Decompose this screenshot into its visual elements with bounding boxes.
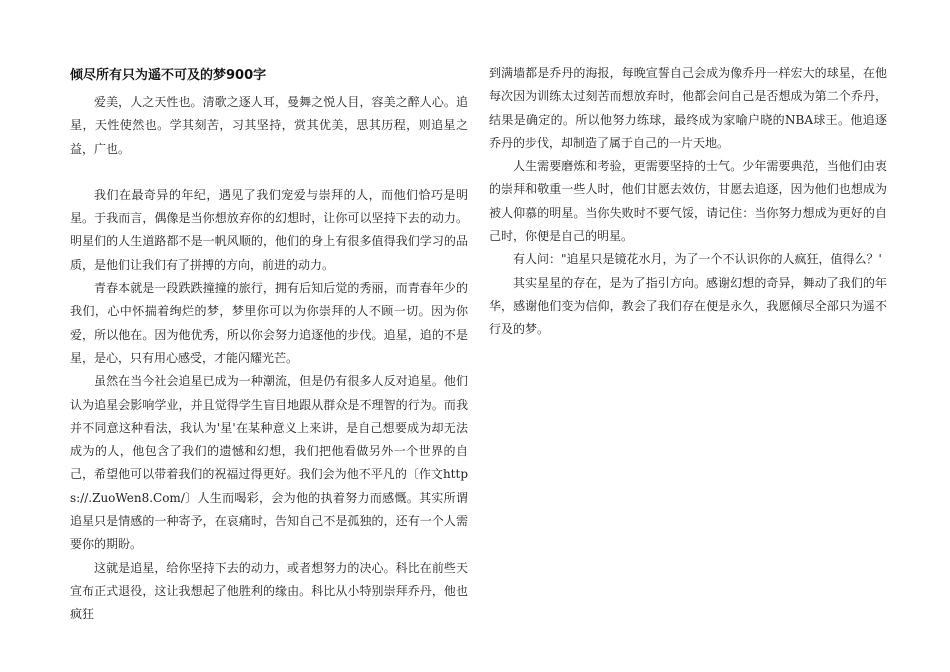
paragraph-2: 我们在最奇异的年纪，遇见了我们宠爱与崇拜的人，而他们恰巧是明星。于我而言，偶像是当你想放弃你的幻想时，让你可以坚持下去的动力。明星们的人生道路都不是一帆风顺的，他们的身上有很多值得我们学习的品质，是他们让我们有了拼搏的方向，前进的动力。 [70, 187, 468, 272]
paragraph-gap [70, 161, 468, 184]
paragraph-8: 其实星星的存在，是为了指引方向。感谢幻想的奇异，舞动了我们的年华，感谢他们变为信仰，教会了我们存在便是永久，我愿倾尽全部只为遥不行及的梦。 [489, 275, 887, 337]
paragraph-4: 虽然在当今社会追星已成为一种潮流，但是仍有很多人反对追星。他们认为追星会影响学业，并且觉得学生盲目地跟从群众是不理智的行为。而我并不同意这种看法，我认为'星'在某种意义上来讲，是自己想要成为却无法成为的人，他包含了我们的遗憾和幻想，我们把他看做另外一个世界的自己，希望他可以带着我们的祝福过得更好。我们会为他不平凡的〔作文https://.ZuoWen8.Com/〕人生而喝彩，会为他的执着努力而感慨。其实所谓追星只是情感的一种寄予，在哀痛时，告知自己不是孤独的，还有一个人需要你的期盼。 [70, 374, 468, 552]
paragraph-5: 这就是追星，给你坚持下去的动力，或者想努力的决心。科比在前些天宣布正式退役，这让我想起了他胜利的缘由。科比从小特别崇拜乔丹，他也疯狂 [70, 560, 468, 622]
left-column [70, 62, 468, 627]
paragraph-3: 青春本就是一段跌跌撞撞的旅行，拥有后知后觉的秀丽，而青春年少的我们，心中怀揣着绚烂的梦，梦里你可以为你崇拜的人不顾一切。因为你爱，所以他在。因为他优秀，所以你会努力追逐他的步伐。追星，追的不是星，是心，只有用心感受，才能闪耀光芒。 [70, 281, 468, 365]
paragraph-7: 有人问："追星只是镜花水月，为了一个不认识你的人疯狂，值得么？' [513, 252, 882, 267]
paragraph-6: 人生需要磨炼和考验，更需要坚持的士气。少年需要典范，当他们由衷的崇拜和敬重一些人时，他们甘愿去效仿，甘愿去追逐，因为他们也想成为被人仰慕的明星。当你失败时不要气馁，请记住：当你努力想成为更好的自己时，你便是自己的明星。 [489, 159, 887, 244]
paragraph-5-continued: 到满墙都是乔丹的海报，每晚宣誓自己会成为像乔丹一样宏大的球星，在他每次因为训练太过刻苦而想放弃时，他都会问自己是否想成为第二个乔丹，结果是确定的。所以他努力练球，最终成为家喻户晓的NBA球王。他追逐乔丹的步伐，却制造了属于自己的一片天地。 [489, 66, 887, 150]
right-column [489, 62, 887, 342]
paragraph-1: 爱美，人之天性也。清歌之逐人耳，曼舞之悦人目，容美之醉人心。追星，天性使然也。学其刻苦，习其坚持，赏其优美，思其历程，则追星之益，广也。 [70, 95, 468, 156]
article-title: 倾尽所有只为遥不可及的梦900字 [70, 68, 267, 83]
